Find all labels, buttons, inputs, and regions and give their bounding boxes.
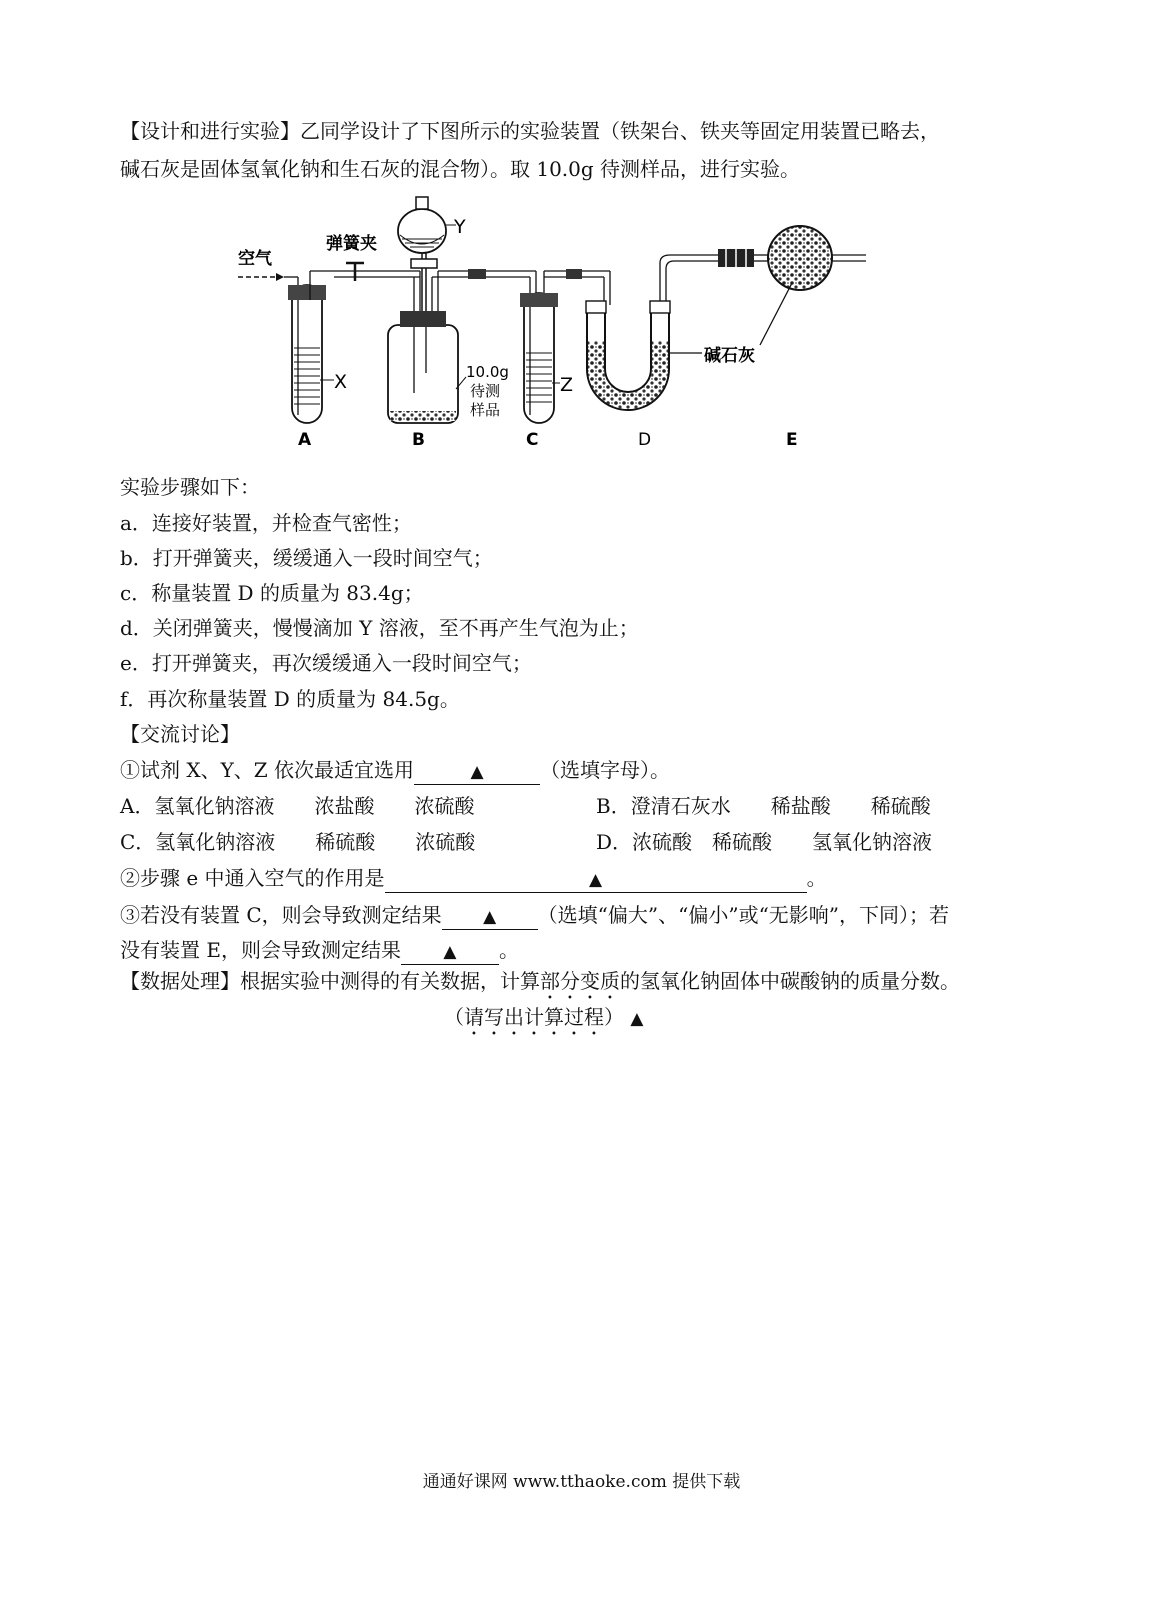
blank-mark: ▲: [589, 870, 603, 890]
question-1-suffix: （选填字母）。: [540, 758, 671, 782]
soda-lime-label: 碱石灰: [704, 346, 755, 366]
question-2-text: ②步骤 e 中通入空气的作用是: [120, 866, 385, 890]
question-3: [120, 900, 949, 930]
blank-mark: ▲: [483, 907, 497, 927]
question-3b-text: 没有装置 E，则会导致测定结果: [120, 938, 401, 962]
spring-clamp-label: 弹簧夹: [326, 234, 377, 254]
apparatus-e-drying-bulb: [754, 226, 866, 345]
answer-mark: ▲: [630, 1009, 644, 1029]
answer-blank-3[interactable]: [442, 903, 538, 930]
apparatus-a-wash-tube: [284, 271, 334, 423]
apparatus-c-drying-tube: [520, 271, 560, 423]
option-d: D．浓硫酸 稀硫酸 氢氧化钠溶液: [596, 830, 933, 854]
step-c: c．称量装置 D 的质量为 83.4g；: [120, 581, 424, 605]
data-processing: [120, 966, 960, 1004]
apparatus-c-letter: C: [526, 430, 539, 450]
spring-clamp: [326, 233, 377, 281]
step-d: d．关闭弹簧夹，慢慢滴加 Y 溶液，至不再产生气泡为止；: [120, 616, 639, 640]
step-a: a．连接好装置，并检查气密性；: [120, 511, 412, 535]
option-c: C．氢氧化钠溶液 稀硫酸 浓硫酸: [120, 830, 476, 854]
blank-mark: ▲: [443, 942, 457, 962]
intro-line-1: 【设计和进行实验】乙同学设计了下图所示的实验装置（铁架台、铁夹等固定用装置已略去，: [120, 119, 940, 143]
reagent-y-label: Y: [454, 216, 466, 238]
separatory-funnel-y: [398, 197, 456, 311]
option-b: B．澄清石灰水 稀盐酸 稀硫酸: [596, 794, 931, 818]
apparatus-d-letter: D: [638, 430, 652, 450]
apparatus-e-letter: E: [786, 430, 798, 450]
note-text: 请写出计算过程: [464, 1005, 604, 1029]
footer-source: 通通好课网 www.tthaoke.com 提供下载: [422, 1472, 741, 1492]
note-close-paren: ）: [604, 1005, 624, 1029]
question-1: [120, 755, 670, 785]
apparatus-b-reaction-bottle: [388, 271, 466, 423]
question-1-text: ①试剂 X、Y、Z 依次最适宜选用: [120, 758, 415, 782]
question-2-suffix: 。: [806, 866, 827, 890]
sample-label-line3: 样品: [470, 401, 501, 419]
step-e: e．打开弹簧夹，再次缓缓通入一段时间空气；: [120, 651, 532, 675]
reagent-z-label: Z: [560, 374, 574, 396]
note-open-paren: （: [444, 1005, 464, 1029]
reagent-x-label: X: [334, 371, 348, 393]
blank-mark: ▲: [470, 762, 484, 782]
discussion-heading: 【交流讨论】: [120, 722, 240, 746]
answer-blank-1[interactable]: [414, 758, 540, 785]
question-3-suffix: （选填“偏大”、“偏小”或“无影响”，下同）；若: [537, 903, 950, 927]
data-processing-emphasis: 部分变质: [540, 969, 620, 993]
sample-label-mass: 10.0g: [466, 363, 509, 381]
data-processing-text: 【数据处理】根据实验中测得的有关数据，计算: [120, 969, 540, 993]
answer-blank-4[interactable]: [401, 938, 499, 965]
air-label: 空气: [238, 249, 272, 269]
question-3-continued: [120, 935, 519, 965]
apparatus-a-letter: A: [298, 430, 312, 450]
intro-line-2: 碱石灰是固体氢氧化钠和生石灰的混合物）。取 10.0g 待测样品，进行实验。: [120, 157, 801, 181]
question-3b-suffix: 。: [498, 938, 519, 962]
step-b: b．打开弹簧夹，缓缓通入一段时间空气；: [120, 546, 493, 570]
step-f: f．再次称量装置 D 的质量为 84.5g。: [120, 687, 460, 711]
experiment-apparatus-diagram: [230, 193, 875, 455]
option-a: A．氢氧化钠溶液 浓盐酸 浓硫酸: [120, 794, 475, 818]
question-3-text: ③若没有装置 C，则会导致测定结果: [120, 903, 442, 927]
question-2: [120, 863, 827, 893]
steps-heading: 实验步骤如下：: [120, 475, 260, 499]
calculation-note: [444, 1002, 643, 1040]
data-processing-tail: 的氢氧化钠固体中碳酸钠的质量分数。: [620, 969, 960, 993]
sample-label-line2: 待测: [470, 382, 501, 400]
apparatus-b-letter: B: [412, 430, 425, 450]
answer-blank-2[interactable]: [385, 866, 807, 893]
